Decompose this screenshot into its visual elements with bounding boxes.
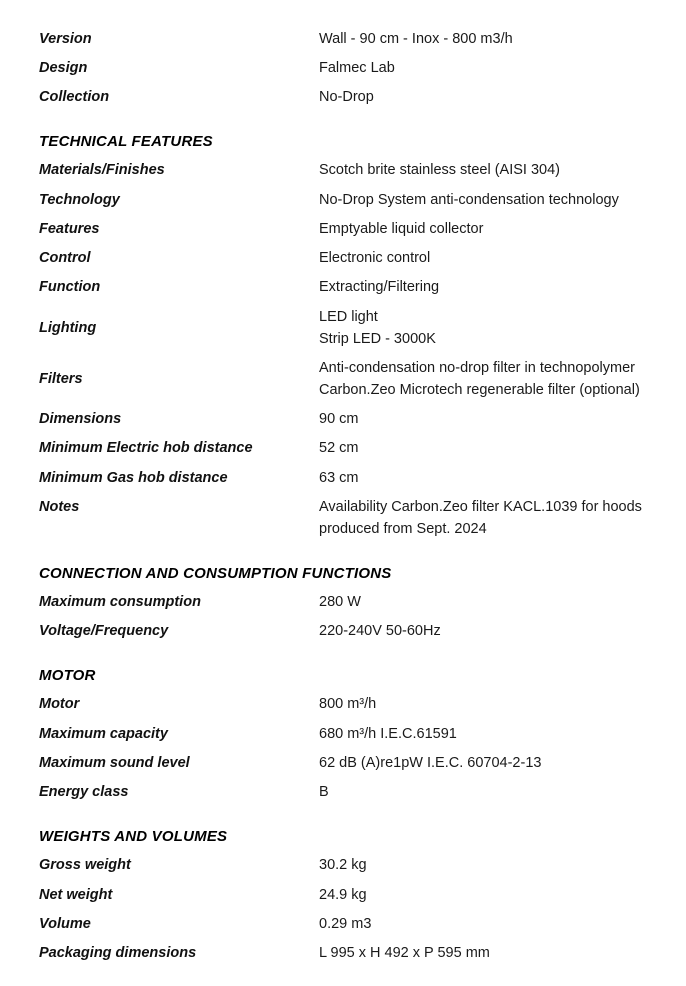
- spec-label: Control: [39, 250, 91, 266]
- spec-value-line-2: produced from Sept. 2024: [319, 521, 487, 537]
- spec-label: Packaging dimensions: [39, 945, 197, 961]
- spec-label: Filters: [39, 371, 83, 387]
- spec-label: Maximum sound level: [39, 755, 190, 771]
- spec-label: Lighting: [39, 320, 97, 336]
- spec-label: Dimensions: [39, 411, 122, 427]
- section-title-weights: WEIGHTS AND VOLUMES: [39, 828, 228, 845]
- spec-label: Energy class: [39, 784, 129, 800]
- spec-label: Net weight: [39, 887, 113, 903]
- spec-value-line-1: LED light: [319, 309, 378, 325]
- section-title-connection: CONNECTION AND CONSUMPTION FUNCTIONS: [39, 565, 392, 582]
- spec-label: Collection: [39, 89, 110, 105]
- spec-value: No-Drop System anti-condensation technology: [319, 192, 619, 208]
- spec-label: Minimum Electric hob distance: [39, 440, 253, 456]
- spec-value: B: [319, 784, 329, 800]
- spec-value: 24.9 kg: [319, 887, 367, 903]
- spec-label: Features: [39, 221, 100, 237]
- spec-label: Materials/Finishes: [39, 162, 165, 178]
- spec-value: 52 cm: [319, 440, 359, 456]
- spec-value: Wall - 90 cm - Inox - 800 m3/h: [319, 31, 513, 47]
- spec-value: Extracting/Filtering: [319, 279, 440, 295]
- spec-label: Volume: [39, 916, 91, 932]
- spec-value: 63 cm: [319, 470, 359, 486]
- spec-value-line-2: Strip LED - 3000K: [319, 331, 436, 347]
- spec-label: Technology: [39, 192, 120, 208]
- spec-value: 220-240V 50-60Hz: [319, 623, 441, 639]
- spec-value: 680 m³/h I.E.C.61591: [319, 726, 457, 742]
- spec-label: Version: [39, 31, 92, 47]
- spec-value: 62 dB (A)re1pW I.E.C. 60704-2-13: [319, 755, 542, 771]
- spec-value: Electronic control: [319, 250, 431, 266]
- spec-label: Voltage/Frequency: [39, 623, 169, 639]
- spec-value: Scotch brite stainless steel (AISI 304): [319, 162, 560, 178]
- spec-label: Maximum capacity: [39, 726, 168, 742]
- spec-value-line-1: Anti-condensation no-drop filter in technopolymer: [319, 360, 635, 376]
- spec-value-line-1: Availability Carbon.Zeo filter KACL.1039 for hoods: [319, 499, 642, 515]
- section-title-technical-features: TECHNICAL FEATURES: [39, 133, 213, 150]
- spec-label: Gross weight: [39, 857, 131, 873]
- spec-label: Motor: [39, 696, 80, 712]
- spec-value: 800 m³/h: [319, 696, 377, 712]
- spec-label: Maximum consumption: [39, 594, 201, 610]
- spec-label: Design: [39, 60, 88, 76]
- section-title-motor: MOTOR: [39, 667, 96, 684]
- spec-value: Emptyable liquid collector: [319, 221, 484, 237]
- spec-value-line-2: Carbon.Zeo Microtech regenerable filter (optional): [319, 382, 640, 398]
- spec-value: Falmec Lab: [319, 60, 395, 76]
- spec-value: L 995 x H 492 x P 595 mm: [319, 945, 490, 961]
- spec-label: Function: [39, 279, 101, 295]
- spec-value: 90 cm: [319, 411, 359, 427]
- spec-value: 280 W: [319, 594, 361, 610]
- spec-label: Notes: [39, 499, 80, 515]
- spec-value: No-Drop: [319, 89, 374, 105]
- spec-value: 0.29 m3: [319, 916, 372, 932]
- spec-label: Minimum Gas hob distance: [39, 470, 228, 486]
- spec-value: 30.2 kg: [319, 857, 367, 873]
